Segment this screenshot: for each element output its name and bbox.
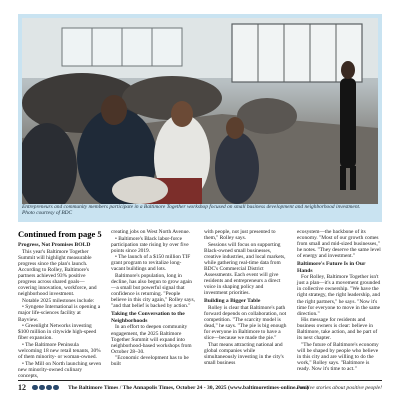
bullet-item: • The Baltimore Peninsula welcoming 18 new retail tenants, 30% of them minority- or woman-owned. [18,341,101,360]
section-heading: Progress, Not Promises BOLD [18,242,91,248]
linkedin-icon[interactable] [46,385,52,391]
paragraph: with people, not just presented to them," Rolley says. [204,229,276,242]
masthead: The Baltimore Times / The Annapolis Times, October 24 - 30, 2025 (www.baltimoretimes-online.com) [68,385,309,391]
article-column-2 [111,229,195,368]
photo-caption [22,204,378,216]
page-footer [18,380,382,395]
paragraph: Notable 2025 milestones include: [22,297,95,304]
article-column-1 [18,229,102,379]
bullet-item: • The Mill on North launching seven new minority-owned culinary concepts, [18,360,102,379]
paragraph: In an effort to deepen community engagement, the 2025 Baltimore Together Summit will expand into neighborhood-based workshops from October 28–30. [111,324,192,355]
workshop-photo-illustration [22,18,378,204]
paragraph: Sessions will focus on supporting Black-owned small businesses, creative industries, and local markets, while gathering real-time data from BDC's Commercial District Assessments. Each event will give residents and entrepreneurs a direct voice in shaping policy and investment priorities. [204,241,286,297]
paragraph: His message for residents and business owners is clear: believe in Baltimore, take action, and be part of its next chapter. [297,317,378,342]
photo-credit: Photo courtesy of BDC [22,210,73,217]
paragraph: This year's Baltimore Together Summit will highlight measurable progress since the plan's launch. According to Rolley, Baltimore's partners achieved 93% positive progress across shared goals—covering innovation, workforce, and neighborhood investment. [18,248,97,298]
twitter-icon[interactable] [39,385,45,391]
photo-frame [18,14,382,222]
paragraph: Baltimore's population, long in decline, has also begun to grow again—a small but powerful signal that confidence is returning. "People believe in this city again," Rolley says, "and that belief is backed by action." [111,273,195,310]
bullet-item: • Baltimore's Black labor-force participation rate rising by over five points since 2019. [111,235,189,254]
article-body [18,229,382,379]
workshop-photo [22,18,378,204]
paragraph: For Rolley, Baltimore Together isn't just a plan—it's a movement grounded in collective ownership. "We have the right strategy, the right leadership, and the right partners," he says. "Now it's time for everyone to move in the same direction." [297,274,381,317]
paragraph: Rolley is clear that Baltimore's path forward depends on collaboration, not competition. "The scarcity model is dead," he says. "The pie is big enough for everyone in Baltimore to have a slice—because we made the pie." [204,304,287,342]
continued-heading: Continued from page 5 [18,229,102,239]
section-heading: Taking the Conversation to the Neighborhoods [111,311,185,324]
section-heading: Building a Bigger Table [204,298,261,305]
tagline: Positive stories about positive people! [296,385,382,391]
instagram-icon[interactable] [53,385,59,391]
paragraph: creating jobs on West North Avenue. [111,229,191,235]
article-column-4 [297,229,381,373]
paragraph: That means attracting national and global companies while simultaneously investing in the city's small business [204,341,284,366]
facebook-icon[interactable] [32,385,38,391]
bullet-item: • Greenlight Networks investing $100 million in citywide high-speed fiber expansion. [18,323,97,342]
paragraph: "Economic development has to be built [111,355,189,368]
social-icons [32,385,59,391]
bullet-item: • Syngene International is opening a major life-sciences facility at Bayview. [18,304,101,323]
article-column-3 [204,229,288,367]
bullet-item: • The launch of a $150 million TIF grant program to revitalize long-vacant buildings and lots. [111,254,191,273]
caption-text: Entrepreneurs and community members participate in a Baltimore Together workshop focused on small business development and neighborhood investment. [22,204,361,210]
page-number: 12 [18,383,26,392]
paragraph: ecosystem—the backbone of its economy. "Most of our growth comes from small and mid-sized businesses," he notes. "They deserve the same level of energy and investment." [297,229,381,260]
paragraph: "The future of Baltimore's economy will be shaped by people who believe in this city and are willing to do the work," Rolley says. "Baltimore is ready. Now it's time to act." [297,342,379,373]
section-heading: Baltimore's Future Is in Our Hands [297,261,366,274]
